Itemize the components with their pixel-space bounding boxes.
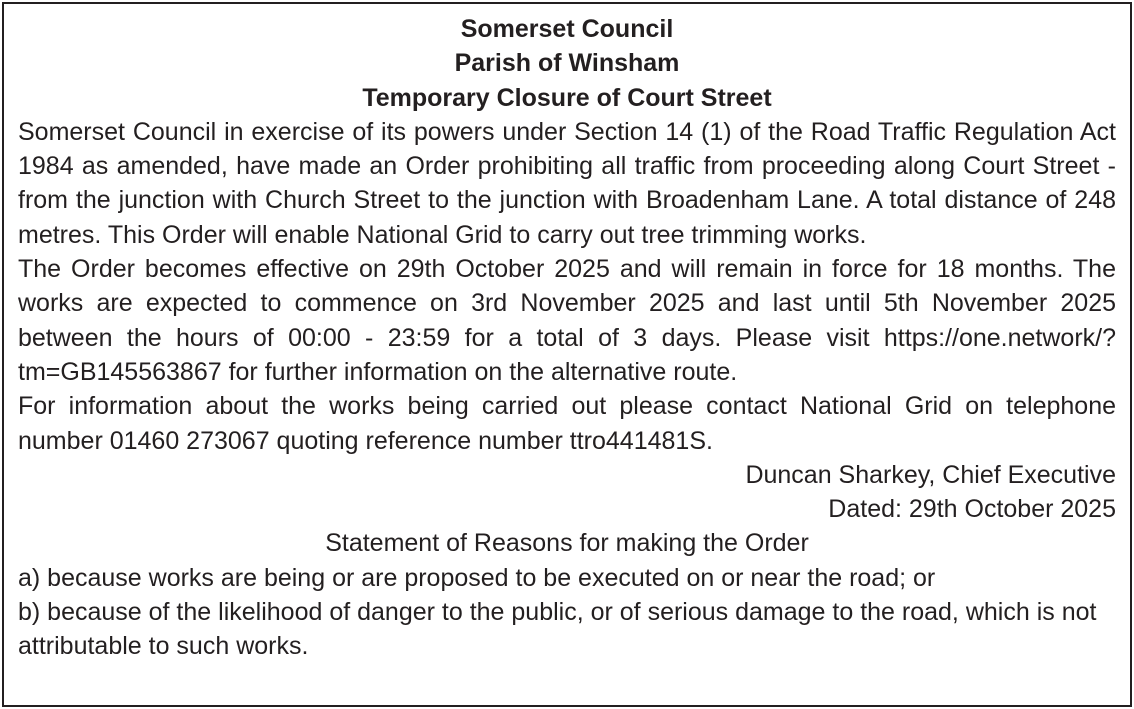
order-paragraph: Somerset Council in exercise of its powers under Section 14 (1) of the Road Traffic Regulation Act 1984 as amended, have made an Order prohibiting all traffic from proceeding along Court Street - from the junction with Church Street to the junction with Broadenham Lane. A total distance of 248 metres. This Order will enable National Grid to carry out tree trimming works. — [18, 117, 1116, 249]
reasons-title: Statement of Reasons for making the Order — [325, 529, 809, 558]
contact-paragraph: For information about the works being carried out please contact National Grid on telephone number 01460 273067 quoting reference number ttro441481S. — [18, 392, 1116, 455]
dates-paragraph: The Order becomes effective on 29th October 2025 and will remain in force for 18 months. The works are expected to commence on 3rd November 2025 and last until 5th November 2025 between the hours of 00:00 - 23:59 for a total of 3 days. Please visit https://one.network/?tm=GB145563867 for further information on the alternative route. — [18, 255, 1116, 386]
notice-heading-council: Somerset Council — [460, 15, 674, 43]
reason-item-b: b) because of the likelihood of danger to the public, or of serious damage to the road, which is not attributable to such works. — [18, 598, 1097, 661]
notice-heading-parish: Parish of Winsham — [454, 49, 680, 78]
notice-heading-title: Temporary Closure of Court Street — [362, 83, 772, 112]
public-notice — [2, 2, 1132, 707]
dated-line: Dated: 29th October 2025 — [828, 495, 1116, 524]
notice-content — [18, 12, 1116, 664]
reason-item-a: a) because works are being or are proposed to be executed on or near the road; or — [18, 563, 936, 592]
signatory: Duncan Sharkey, Chief Executive — [745, 460, 1116, 489]
